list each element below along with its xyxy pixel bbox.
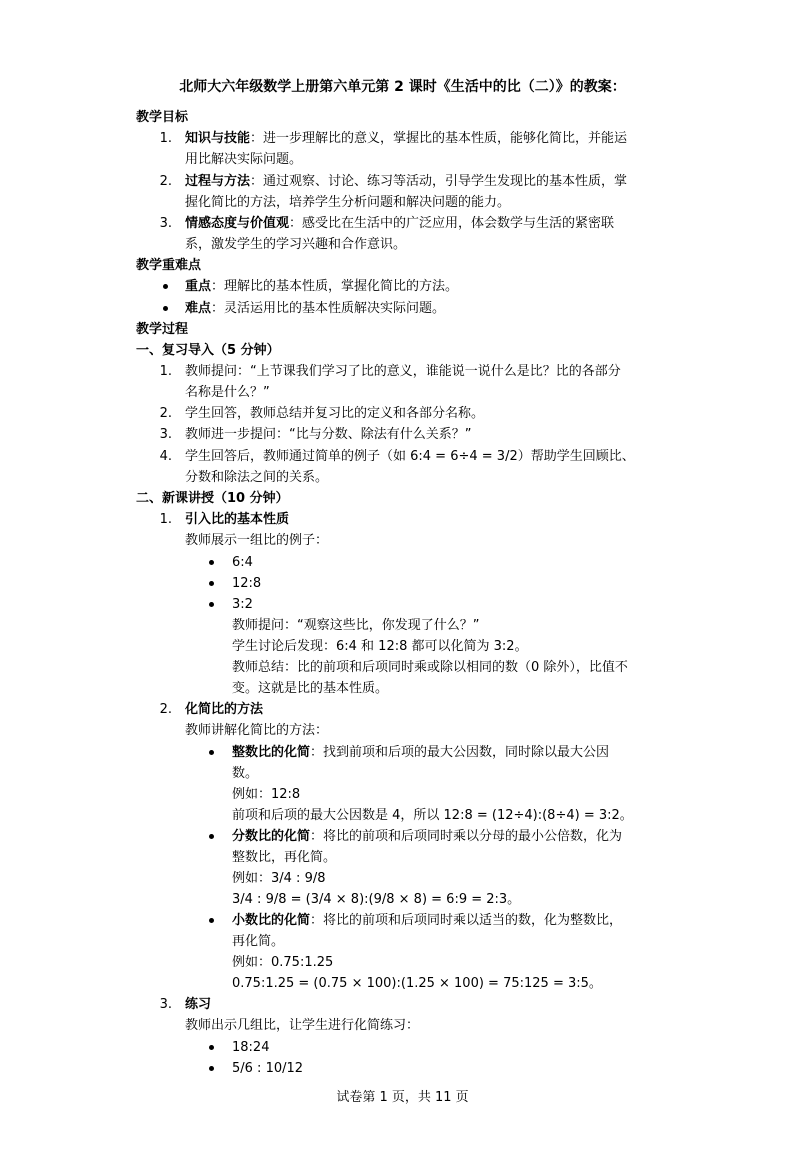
step-line: 分数和除法之间的关系。 <box>185 470 329 485</box>
method-item: 小数比的化简：将比的前项和后项同时乘以适当的数，化为整数比， <box>232 913 623 928</box>
objective-line: 用比解决实际问题。 <box>185 152 303 167</box>
section-heading: 一、复习导入（5 分钟） <box>136 343 280 358</box>
bullet-icon <box>163 284 168 289</box>
method-label: 小数比的化简 <box>232 913 311 928</box>
objective-number: 3. <box>159 216 172 231</box>
text-line: 变。这就是比的基本性质。 <box>232 681 389 696</box>
objective-line: 系，激发学生的学习兴趣和合作意识。 <box>185 237 407 252</box>
objective-item: 知识与技能：进一步理解比的意义，掌握比的基本性质，能够化简比，并能运 <box>185 131 628 146</box>
step-line: 名称是什么？” <box>185 385 270 400</box>
example-item: 5/6 : 10/12 <box>232 1061 304 1076</box>
text-line: 例如：12:8 <box>232 787 301 802</box>
keypoint-label: 难点 <box>185 301 212 316</box>
bullet-icon <box>209 560 214 565</box>
method-item: 分数比的化简：将比的前项和后项同时乘以分母的最小公倍数，化为 <box>232 829 623 844</box>
step-line: 教师提问：“上节课我们学习了比的意义，谁能说一说什么是比？比的各部分 <box>185 364 621 379</box>
keypoints-heading: 教学重难点 <box>136 258 202 273</box>
bullet-icon <box>209 581 214 586</box>
objective-number: 2. <box>159 174 172 189</box>
text-line: 教师总结：比的前项和后项同时乘或除以相同的数（0 除外），比值不 <box>232 660 628 675</box>
objective-number: 1. <box>159 131 172 146</box>
part-title: 练习 <box>185 997 212 1012</box>
part-number: 3. <box>159 997 172 1012</box>
step-line: 学生回答，教师总结并复习比的定义和各部分名称。 <box>185 406 485 421</box>
method-label: 整数比的化简 <box>232 745 311 760</box>
text-line: 3/4 : 9/8 = (3/4 × 8):(9/8 × 8) = 6:9 = 2:3。 <box>232 892 521 907</box>
text-line: 学生讨论后发现：6:4 和 12:8 都可以化简为 3:2。 <box>232 639 528 654</box>
step-number: 2. <box>159 406 172 421</box>
step-number: 1. <box>159 364 172 379</box>
objective-label: 过程与方法 <box>185 174 251 189</box>
objective-label: 知识与技能 <box>185 131 251 146</box>
text-line: 例如：0.75:1.25 <box>232 955 334 970</box>
text-line: 整数比，再化简。 <box>232 850 337 865</box>
page-footer: 试卷第 1 页，共 11 页 <box>336 1090 469 1105</box>
part-intro: 教师出示几组比，让学生进行化简练习： <box>185 1018 420 1033</box>
example-item: 3:2 <box>232 597 253 612</box>
bullet-icon <box>209 918 214 923</box>
bullet-icon <box>209 602 214 607</box>
section-heading: 二、新课讲授（10 分钟） <box>136 491 289 506</box>
part-title: 引入比的基本性质 <box>185 512 290 527</box>
part-intro: 教师讲解化简比的方法： <box>185 723 329 738</box>
text-line: 再化简。 <box>232 934 285 949</box>
objective-line: 握化简比的方法，培养学生分析问题和解决问题的能力。 <box>185 195 511 210</box>
text-line: 教师提问：“观察这些比，你发现了什么？” <box>232 618 480 633</box>
example-item: 18:24 <box>232 1040 270 1055</box>
text-line: 0.75:1.25 = (0.75 × 100):(1.25 × 100) = 75:125 = 3:5。 <box>232 976 602 991</box>
step-line: 学生回答后，教师通过简单的例子（如 6:4 = 6÷4 = 3/2）帮助学生回顾比、 <box>185 449 635 464</box>
objectives-heading: 教学目标 <box>136 110 189 125</box>
keypoint-item: 重点：理解比的基本性质，掌握化简比的方法。 <box>185 279 459 294</box>
bullet-icon <box>209 1045 214 1050</box>
example-item: 12:8 <box>232 576 262 591</box>
part-number: 2. <box>159 702 172 717</box>
objective-item: 过程与方法：通过观察、讨论、练习等活动，引导学生发现比的基本性质，掌 <box>185 174 628 189</box>
process-heading: 教学过程 <box>136 322 189 337</box>
method-label: 分数比的化简 <box>232 829 311 844</box>
keypoint-item: 难点：灵活运用比的基本性质解决实际问题。 <box>185 301 446 316</box>
bullet-icon <box>209 1066 214 1071</box>
objective-item: 情感态度与价值观：感受比在生活中的广泛应用，体会数学与生活的紧密联 <box>185 216 615 231</box>
part-intro: 教师展示一组比的例子： <box>185 533 329 548</box>
part-number: 1. <box>159 512 172 527</box>
bullet-icon <box>209 750 214 755</box>
text-line: 例如：3/4 : 9/8 <box>232 871 326 886</box>
step-number: 4. <box>159 449 172 464</box>
step-line: 教师进一步提问：“比与分数、除法有什么关系？” <box>185 427 472 442</box>
text-line: 前项和后项的最大公因数是 4，所以 12:8 = (12÷4):(8÷4) = 3:2。 <box>232 808 633 823</box>
method-item: 整数比的化简：找到前项和后项的最大公因数，同时除以最大公因 <box>232 745 610 760</box>
bullet-icon <box>163 306 168 311</box>
bullet-icon <box>209 834 214 839</box>
keypoint-label: 重点 <box>185 279 212 294</box>
document-title: 北师大六年级数学上册第六单元第 2 课时《生活中的比（二）》的教案： <box>179 79 626 95</box>
text-line: 数。 <box>232 766 259 781</box>
example-item: 6:4 <box>232 555 253 570</box>
part-title: 化简比的方法 <box>185 702 264 717</box>
objective-label: 情感态度与价值观 <box>185 216 290 231</box>
step-number: 3. <box>159 427 172 442</box>
